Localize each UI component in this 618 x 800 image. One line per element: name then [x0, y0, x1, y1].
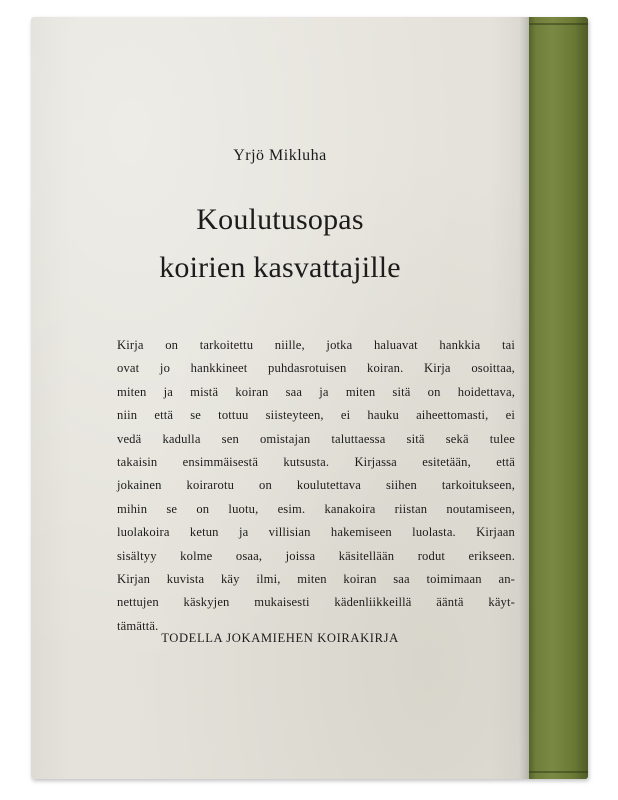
book-spine [529, 17, 588, 779]
blurb-line: takaisin ensimmäisestä kutsusta. Kirjassa esitetään, että [117, 455, 515, 470]
blurb-line: ovat jo hankkineet puhdasrotuisen koiran. Kirja osoittaa, [117, 361, 515, 376]
tagline: TODELLA JOKAMIEHEN KOIRAKIRJA [161, 631, 399, 645]
spine-rib [529, 771, 588, 773]
blurb-line: jokainen koirarotu on koulutettava siihen tarkoitukseen, [117, 478, 515, 493]
blurb-line: Kirjan kuvista käy ilmi, miten koiran saa toimimaan an- [117, 572, 515, 587]
blurb-text [117, 334, 515, 638]
spine-rib [529, 23, 588, 25]
cover-hinge-shadow [519, 17, 529, 779]
blurb-line: Kirja on tarkoitettu niille, jotka haluavat hankkia tai [117, 338, 515, 352]
blurb-line: nettujen käskyjen mukaisesti kädenliikkeillä ääntä käyt- [117, 595, 515, 610]
blurb-line: vedä kadulla sen omistajan taluttaessa sitä sekä tulee [117, 431, 515, 446]
book-title-line-2: koirien kasvattajille [159, 251, 401, 284]
cover-board [31, 17, 529, 779]
blurb-line: sisältyy kolme osaa, joissa käsitellään rodut erikseen. [117, 548, 515, 563]
blurb-line: miten ja mistä koiran saa ja miten sitä on hoidettava, [117, 384, 515, 399]
blurb-line: luolakoira ketun ja villisian hakemiseen luolasta. Kirjaan [117, 525, 515, 540]
blurb-line: mihin se on luotu, esim. kanakoira riistan noutamiseen, [117, 501, 515, 516]
blurb-line: niin että se tottuu siisteyteen, ei hauku aiheettomasti, ei [117, 408, 515, 423]
book-title-line-1: Koulutusopas [196, 203, 364, 236]
blurb-line: tämättä. [117, 618, 159, 633]
author-name: Yrjö Mikluha [233, 147, 327, 164]
book-back-cover [31, 17, 588, 779]
